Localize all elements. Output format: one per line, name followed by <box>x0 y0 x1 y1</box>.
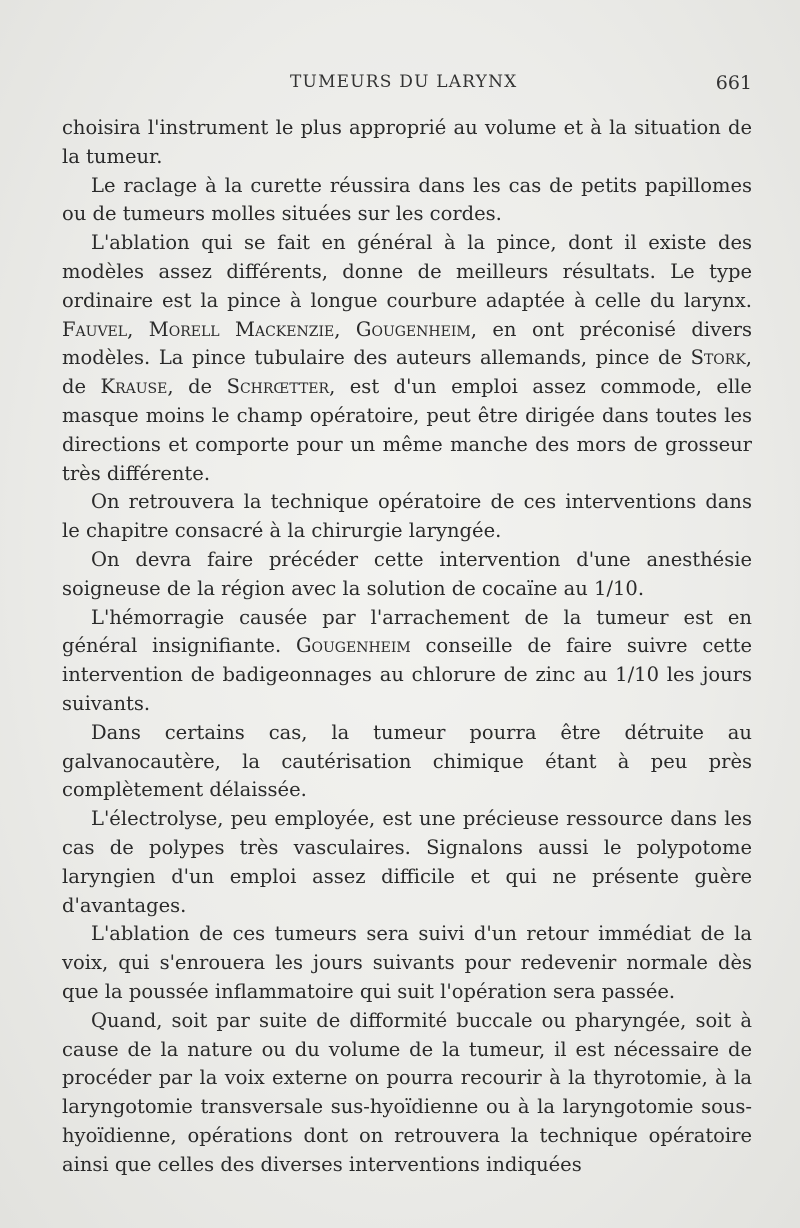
author-name: Schrœtter <box>226 375 330 399</box>
text-run: , <box>127 317 149 341</box>
running-title: TUMEURS DU LARYNX <box>290 72 518 92</box>
paragraph-anesthesie: On devra faire précéder cette intervention d'une anesthésie soigneuse de la région avec la solution de cocaïne au 1/10. <box>62 547 752 600</box>
text-run: L'ablation qui se fait en général à la pince, dont il existe des modèles assez différents, donne de meilleurs résultats. Le type ordinaire est la pince à longue courbure adaptée à celle du larynx. <box>62 231 752 312</box>
paragraph-voix: L'ablation de ces tumeurs sera suivi d'un retour immédiat de la voix, qui s'enrouera les jours suivants pour redevenir normale dès que la poussée inflammatoire qui suit l'opération sera passée. <box>62 922 752 1003</box>
text-run: , est d'un emploi assez commode, elle masque moins le champ opératoire, peut être dirigée dans toutes les directions et comporte pour un même manche des mors de grosseur très différente. <box>62 375 752 485</box>
author-name: Fauvel <box>62 317 128 341</box>
page-number: 661 <box>715 72 752 94</box>
paragraph-voie-externe: Quand, soit par suite de difformité buccale ou pharyngée, soit à cause de la nature ou du volume de la tumeur, il est nécessaire de procéder par la voix externe on pourra recourir à la thyrotomie, à la laryngotomie transversale sus-hyoïdienne ou à la laryngotomie sous-hyoïdienne, opérations dont on retrouvera la technique opératoire ainsi que celles des diverses interventions indiquées <box>62 1008 752 1176</box>
text-run: conseille de faire suivre cette intervention de badigeonnages au chlorure de zinc au 1/10 les jours suivants. <box>62 634 752 715</box>
author-name: Gougenheim <box>295 634 411 658</box>
paragraph-galvanocautere: Dans certains cas, la tumeur pourra être détruite au galvanocautère, la cautérisation chimique étant à peu près complètement délaissée. <box>62 720 752 802</box>
author-name: Gougenheim <box>355 317 471 341</box>
author-name: Morell Mackenzie <box>148 317 335 341</box>
text-run: , de <box>167 375 227 399</box>
page-header <box>62 72 752 102</box>
paragraph-hemorragie <box>62 604 752 719</box>
text-run: , de <box>62 346 752 399</box>
text-run: , <box>334 317 356 341</box>
body-text <box>62 114 752 1179</box>
paragraph-electrolyse: L'électrolyse, peu employée, est une précieuse ressource dans les cas de polypes très vasculaires. Signalons aussi le polypotome laryngien d'un emploi assez difficile et qui ne présente guère d'avantages. <box>62 807 752 917</box>
text-run: L'hémorragie causée par l'arrachement de la tumeur est en général insignifiante. <box>62 605 752 658</box>
text-run: , en ont préconisé divers modèles. La pince tubulaire des auteurs allemands, pince de <box>62 317 752 370</box>
paragraph-pince <box>62 229 752 488</box>
author-name: Krause <box>100 375 168 399</box>
author-name: Stork <box>690 346 746 370</box>
paragraph-technique: On retrouvera la technique opératoire de ces interventions dans le chapitre consacré à la chirurgie laryngée. <box>62 490 752 543</box>
paragraph-continuation: choisira l'instrument le plus approprié au volume et à la situation de la tumeur. <box>62 116 752 168</box>
paragraph-curette: Le raclage à la curette réussira dans les cas de petits papillomes ou de tumeurs molles situées sur les cordes. <box>62 173 752 226</box>
